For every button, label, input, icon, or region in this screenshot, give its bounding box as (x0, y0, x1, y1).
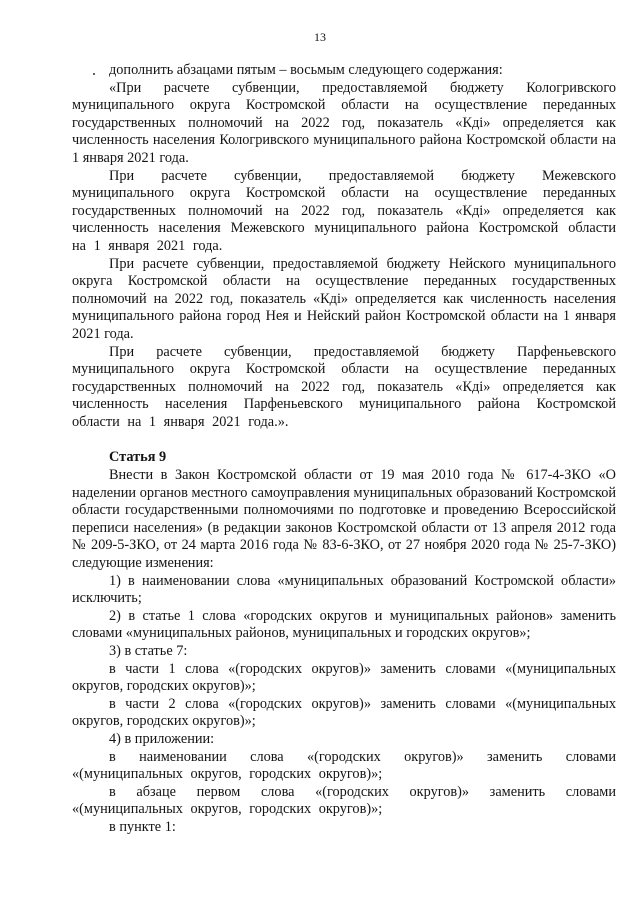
article-heading: Статья 9 (109, 449, 167, 466)
intro-paragraph: дополнить абзацами пятым – восьмым следующего содержания: (109, 62, 503, 78)
amendment-item-3-part-1: в части 1 слова «(городских округов)» заменить словами «(муниципальных округов, городских округов)»; (72, 660, 616, 695)
amendment-item-4: 4) в приложении: (109, 730, 215, 747)
amendment-item-4-point-1: в пункте 1: (109, 818, 176, 835)
paragraph-parfenyevo: При расчете субвенции, предоставляемой бюджету Парфеньевского муниципального округа Костромской области на осуществление переданных государственных полномочий на 2022 год, показатель «Кдi» определяется как численность населения Парфеньевского муниципального района Костромской области на 1 января 2021 года.». (72, 343, 616, 430)
paragraph-neya: При расчете субвенции, предоставляемой бюджету Нейского муниципального округа Костромской области на осуществление переданных государственных полномочий на 2022 год, показатель «Кдi» определяется как численность населения муниципального района город Нея и Нейский район Костромской области на 1 января 2021 года. (72, 255, 616, 342)
article-intro-paragraph: Внести в Закон Костромской области от 19 мая 2010 года № 617-4-ЗКО «О наделении органов местного самоуправления муниципальных образований Костромской области государственными полномочиями по подготовке и проведению Всероссийской переписи населения» (в редакции законов Костромской области от 13 апреля 2012 года № 209-5-ЗКО, от 24 марта 2016 года № 83-6-ЗКО, от 27 ноября 2020 года № 25-7-ЗКО) следующие изменения: (72, 467, 616, 572)
amendment-item-3-part-2: в части 2 слова «(городских округов)» заменить словами «(муниципальных округов, городских округов)»; (72, 695, 616, 730)
page-number: 13 (314, 30, 326, 44)
amendment-item-4-first-paragraph: в абзаце первом слова «(городских округов)» заменить словами «(муниципальных округов, городских округов)»; (72, 783, 616, 818)
document-body (72, 62, 616, 837)
paragraph-kologriv: «При расчете субвенции, предоставляемой бюджету Кологривского муниципального округа Костромской области на осуществление переданных государственных полномочий на 2022 год, показатель «Кдi» определяется как численность населения Кологривского муниципального района Костромской области на 1 января 2021 года. (72, 79, 616, 166)
paragraph-mezha: При расчете субвенции, предоставляемой бюджету Межевского муниципального округа Костромской области на осуществление переданных государственных полномочий на 2022 год, показатель «Кдi» определяется как численность населения Межевского муниципального района Костромской области на 1 января 2021 года. (72, 167, 616, 254)
amendment-item-1: 1) в наименовании слова «муниципальных образований Костромской области» исключить; (72, 572, 616, 607)
amendment-item-3: 3) в статье 7: (109, 643, 188, 659)
amendment-item-2: 2) в статье 1 слова «городских округов и муниципальных районов» заменить словами «муниципальных районов, муниципальных и городских округов»; (72, 607, 616, 642)
amendment-item-4-title: в наименовании слова «(городских округов)» заменить словами «(муниципальных округов, городских округов)»; (72, 748, 616, 783)
